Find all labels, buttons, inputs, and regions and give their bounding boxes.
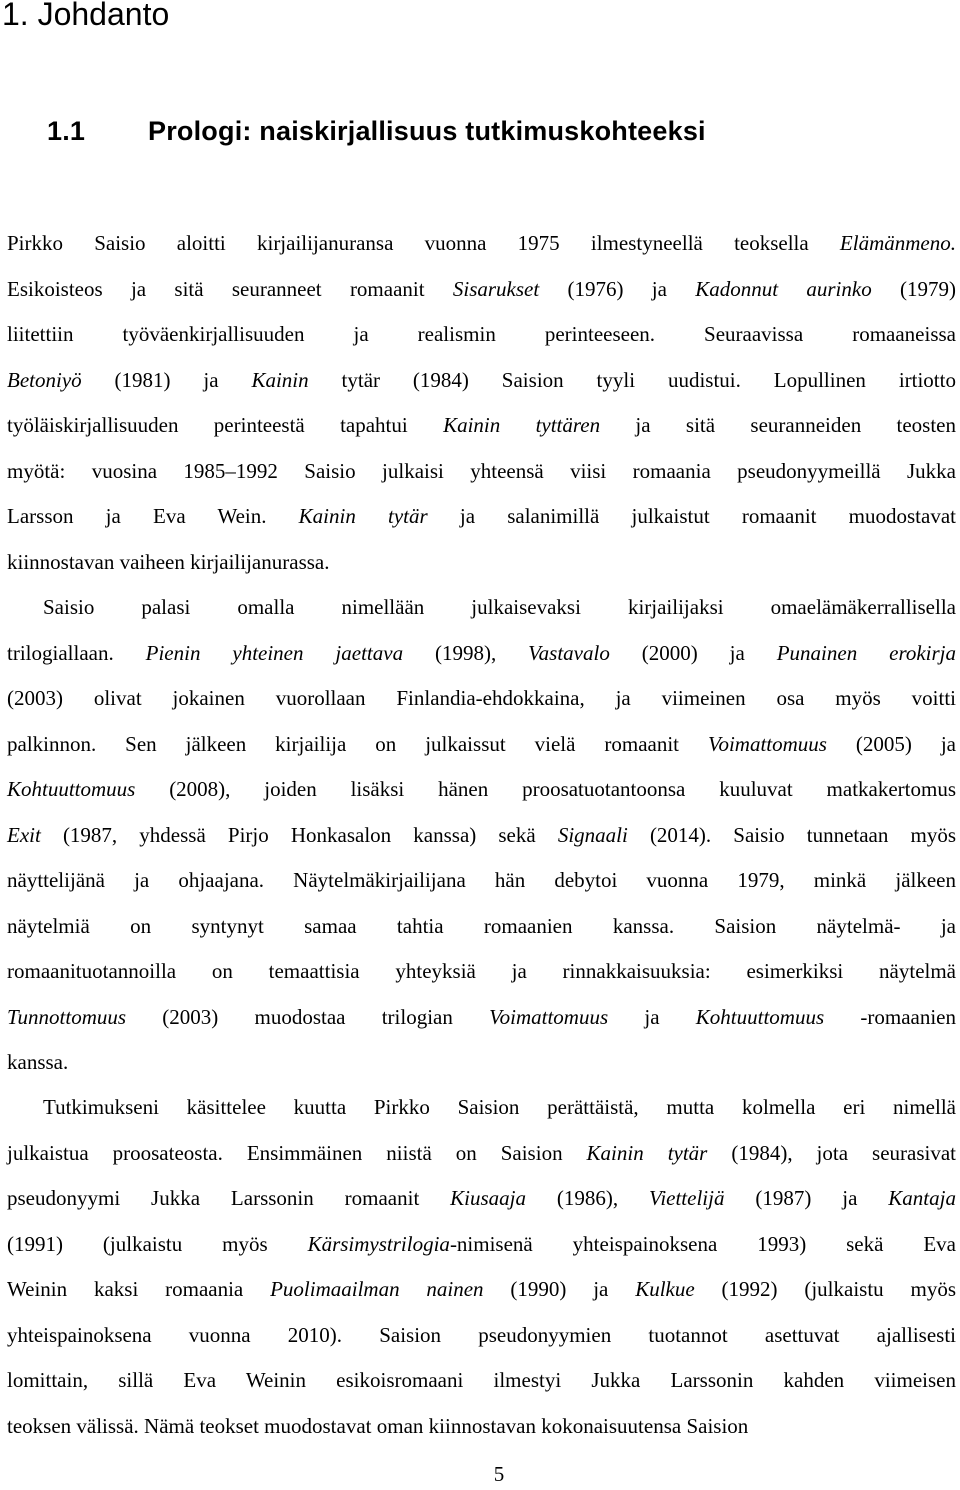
text-run: Saisio palasi omalla nimellään julkaisevaksi kirjailijaksi omaelämäkerrallisella — [43, 595, 956, 619]
italic-title: Voimattomuus — [707, 731, 827, 756]
text-line — [7, 1085, 956, 1131]
text-run: (1991) (julkaistu myös — [7, 1231, 308, 1256]
text-line — [7, 904, 956, 950]
italic-title: Puolimaailman nainen — [270, 1277, 484, 1301]
italic-title: Sisarukset — [452, 276, 540, 301]
text-line — [7, 267, 956, 313]
text-run: lomittain, sillä Eva Weinin esikoisromaani ilmestyi Jukka Larssonin kahden viimeisen — [7, 1368, 956, 1392]
text-run: Pirkko Saisio aloitti kirjailijanuransa vuonna 1975 ilmestyneellä teoksella — [7, 231, 840, 255]
text-run: romaanituotannoilla on temaattisia yhteyksiä ja rinnakkaisuuksia: esimerkiksi näytelmä — [7, 959, 956, 983]
paragraph-3 — [7, 1085, 956, 1449]
text-run: tytär (1984) Saision tyyli uudistui. Lopullinen irtiotto — [308, 367, 956, 392]
text-run: -romaanien — [824, 1004, 956, 1029]
text-line — [7, 767, 956, 813]
italic-title: Betoniyö — [7, 367, 82, 392]
section-number: 1.1 — [47, 116, 86, 146]
text-line — [7, 949, 956, 995]
italic-title: Kainin — [251, 367, 309, 392]
italic-title: Kainin tytär — [586, 1140, 708, 1165]
text-run: myötä: vuosina 1985–1992 Saisio julkaisi yhteensä viisi romaania pseudonyymeillä Jukka — [7, 458, 956, 483]
text-run: ja sitä seuranneiden teosten — [600, 413, 956, 437]
text-run: julkaistua proosateosta. Ensimmäinen niistä on Saision — [7, 1140, 587, 1165]
italic-title: Kainin tyttären — [443, 413, 601, 437]
text-line — [7, 858, 956, 904]
italic-title: Kohtuuttomuus — [7, 777, 136, 801]
text-line — [7, 449, 956, 495]
text-line — [7, 722, 956, 768]
text-line — [7, 1358, 956, 1404]
italic-title: Kainin tytär — [298, 504, 428, 528]
text-line — [7, 1176, 956, 1222]
text-run: Tutkimukseni käsittelee kuutta Pirkko Saision perättäistä, mutta kolmella eri nimellä — [43, 1095, 956, 1119]
text-line — [7, 494, 956, 540]
text-run: liitettiin työväenkirjallisuuden ja realismin perinteeseen. Seuraavissa romaaneissa — [7, 322, 956, 346]
italic-title: Voimattomuus — [489, 1004, 609, 1029]
italic-title: Tunnottomuus — [7, 1004, 127, 1029]
text-line — [7, 585, 956, 631]
text-run: (1979) — [871, 276, 956, 301]
text-line — [7, 1404, 956, 1450]
text-line — [7, 221, 956, 267]
text-line — [7, 1131, 956, 1177]
text-line — [7, 1222, 956, 1268]
italic-title: Kadonnut aurinko — [695, 276, 872, 301]
text-run: (1987, yhdessä Pirjo Honkasalon kanssa) sekä — [40, 822, 558, 847]
text-run: (1976) ja — [539, 276, 696, 301]
text-run: ja salanimillä julkaistut romaanit muodostavat — [427, 504, 956, 528]
text-line — [7, 995, 956, 1041]
chapter-heading: 1. Johdanto — [2, 0, 170, 32]
italic-title: Kiusaaja — [450, 1186, 527, 1210]
italic-title: Kulkue — [635, 1277, 695, 1301]
italic-title: Signaali — [557, 822, 628, 847]
text-line — [7, 312, 956, 358]
text-run: (1992) (julkaistu myös — [694, 1277, 956, 1301]
text-line — [7, 1313, 956, 1359]
text-run: -nimisenä yhteispainoksena 1993) sekä Eva — [449, 1231, 956, 1256]
text-line — [7, 403, 956, 449]
page-number: 5 — [493, 1462, 505, 1486]
text-run: trilogiallaan. — [7, 640, 146, 665]
text-run: (2003) muodostaa trilogian — [126, 1004, 490, 1029]
text-line — [7, 358, 956, 404]
text-line — [7, 813, 956, 859]
text-run: (1984), jota seurasivat — [707, 1140, 956, 1165]
text-line — [7, 540, 956, 586]
italic-title: Vastavalo — [528, 640, 610, 665]
text-run: (2008), joiden lisäksi hänen proosatuotantoonsa kuuluvat matkakertomus — [135, 777, 956, 801]
text-run: teoksen välissä. Nämä teokset muodostavat oman kiinnostavan kokonaisuutensa Saision — [7, 1413, 749, 1438]
paragraph-2 — [7, 585, 956, 1086]
text-run: yhteispainoksena vuonna 2010). Saision pseudonyymien tuotannot asettuvat ajallisesti — [7, 1322, 956, 1347]
text-run: (1987) ja — [724, 1186, 889, 1210]
text-run: työläiskirjallisuuden perinteestä tapahtui — [7, 413, 444, 437]
paragraph-1 — [7, 221, 956, 585]
text-run: (2005) ja — [826, 731, 956, 756]
text-run: näytelmiä on syntynyt samaa tahtia romaanien kanssa. Saision näytelmä- ja — [7, 913, 956, 938]
italic-title: Punainen erokirja — [776, 640, 957, 665]
text-run: kanssa. — [7, 1050, 69, 1074]
section-heading — [47, 116, 706, 147]
text-run: näyttelijänä ja ohjaajana. Näytelmäkirjailijana hän debytoi vuonna 1979, minkä jälkeen — [7, 868, 956, 892]
text-run: (1981) ja — [81, 367, 252, 392]
italic-title: Kärsimystrilogia — [307, 1231, 450, 1256]
section-title: Prologi: naiskirjallisuus tutkimuskohteeksi — [148, 116, 706, 146]
text-run: (1998), — [403, 640, 529, 665]
text-run: palkinnon. Sen jälkeen kirjailija on julkaissut vielä romaanit — [7, 731, 708, 756]
text-run: (2000) ja — [609, 640, 777, 665]
text-run: Weinin kaksi romaania — [7, 1277, 271, 1301]
text-run: (2003) olivat jokainen vuorollaan Finlandia-ehdokkaina, ja viimeinen osa myös voitti — [7, 686, 956, 710]
italic-title: Pienin yhteinen jaettava — [145, 640, 404, 665]
italic-title: Viettelijä — [649, 1186, 725, 1210]
text-line — [7, 1040, 956, 1086]
text-run: kiinnostavan vaiheen kirjailijanurassa. — [7, 549, 330, 574]
text-run: (1990) ja — [483, 1277, 636, 1301]
italic-title: Elämänmeno. — [839, 231, 956, 255]
text-run: (2014). Saisio tunnetaan myös — [627, 822, 956, 847]
text-run: Larsson ja Eva Wein. — [7, 504, 299, 528]
text-run: (1986), — [526, 1186, 650, 1210]
italic-title: Kohtuuttomuus — [695, 1004, 825, 1029]
italic-title: Exit — [7, 822, 41, 847]
text-line — [7, 676, 956, 722]
text-line — [7, 631, 956, 677]
italic-title: Kantaja — [888, 1186, 956, 1210]
text-run: pseudonyymi Jukka Larssonin romaanit — [7, 1186, 451, 1210]
text-run: Esikoisteos ja sitä seuranneet romaanit — [7, 276, 453, 301]
text-line — [7, 1267, 956, 1313]
text-run: ja — [608, 1004, 696, 1029]
